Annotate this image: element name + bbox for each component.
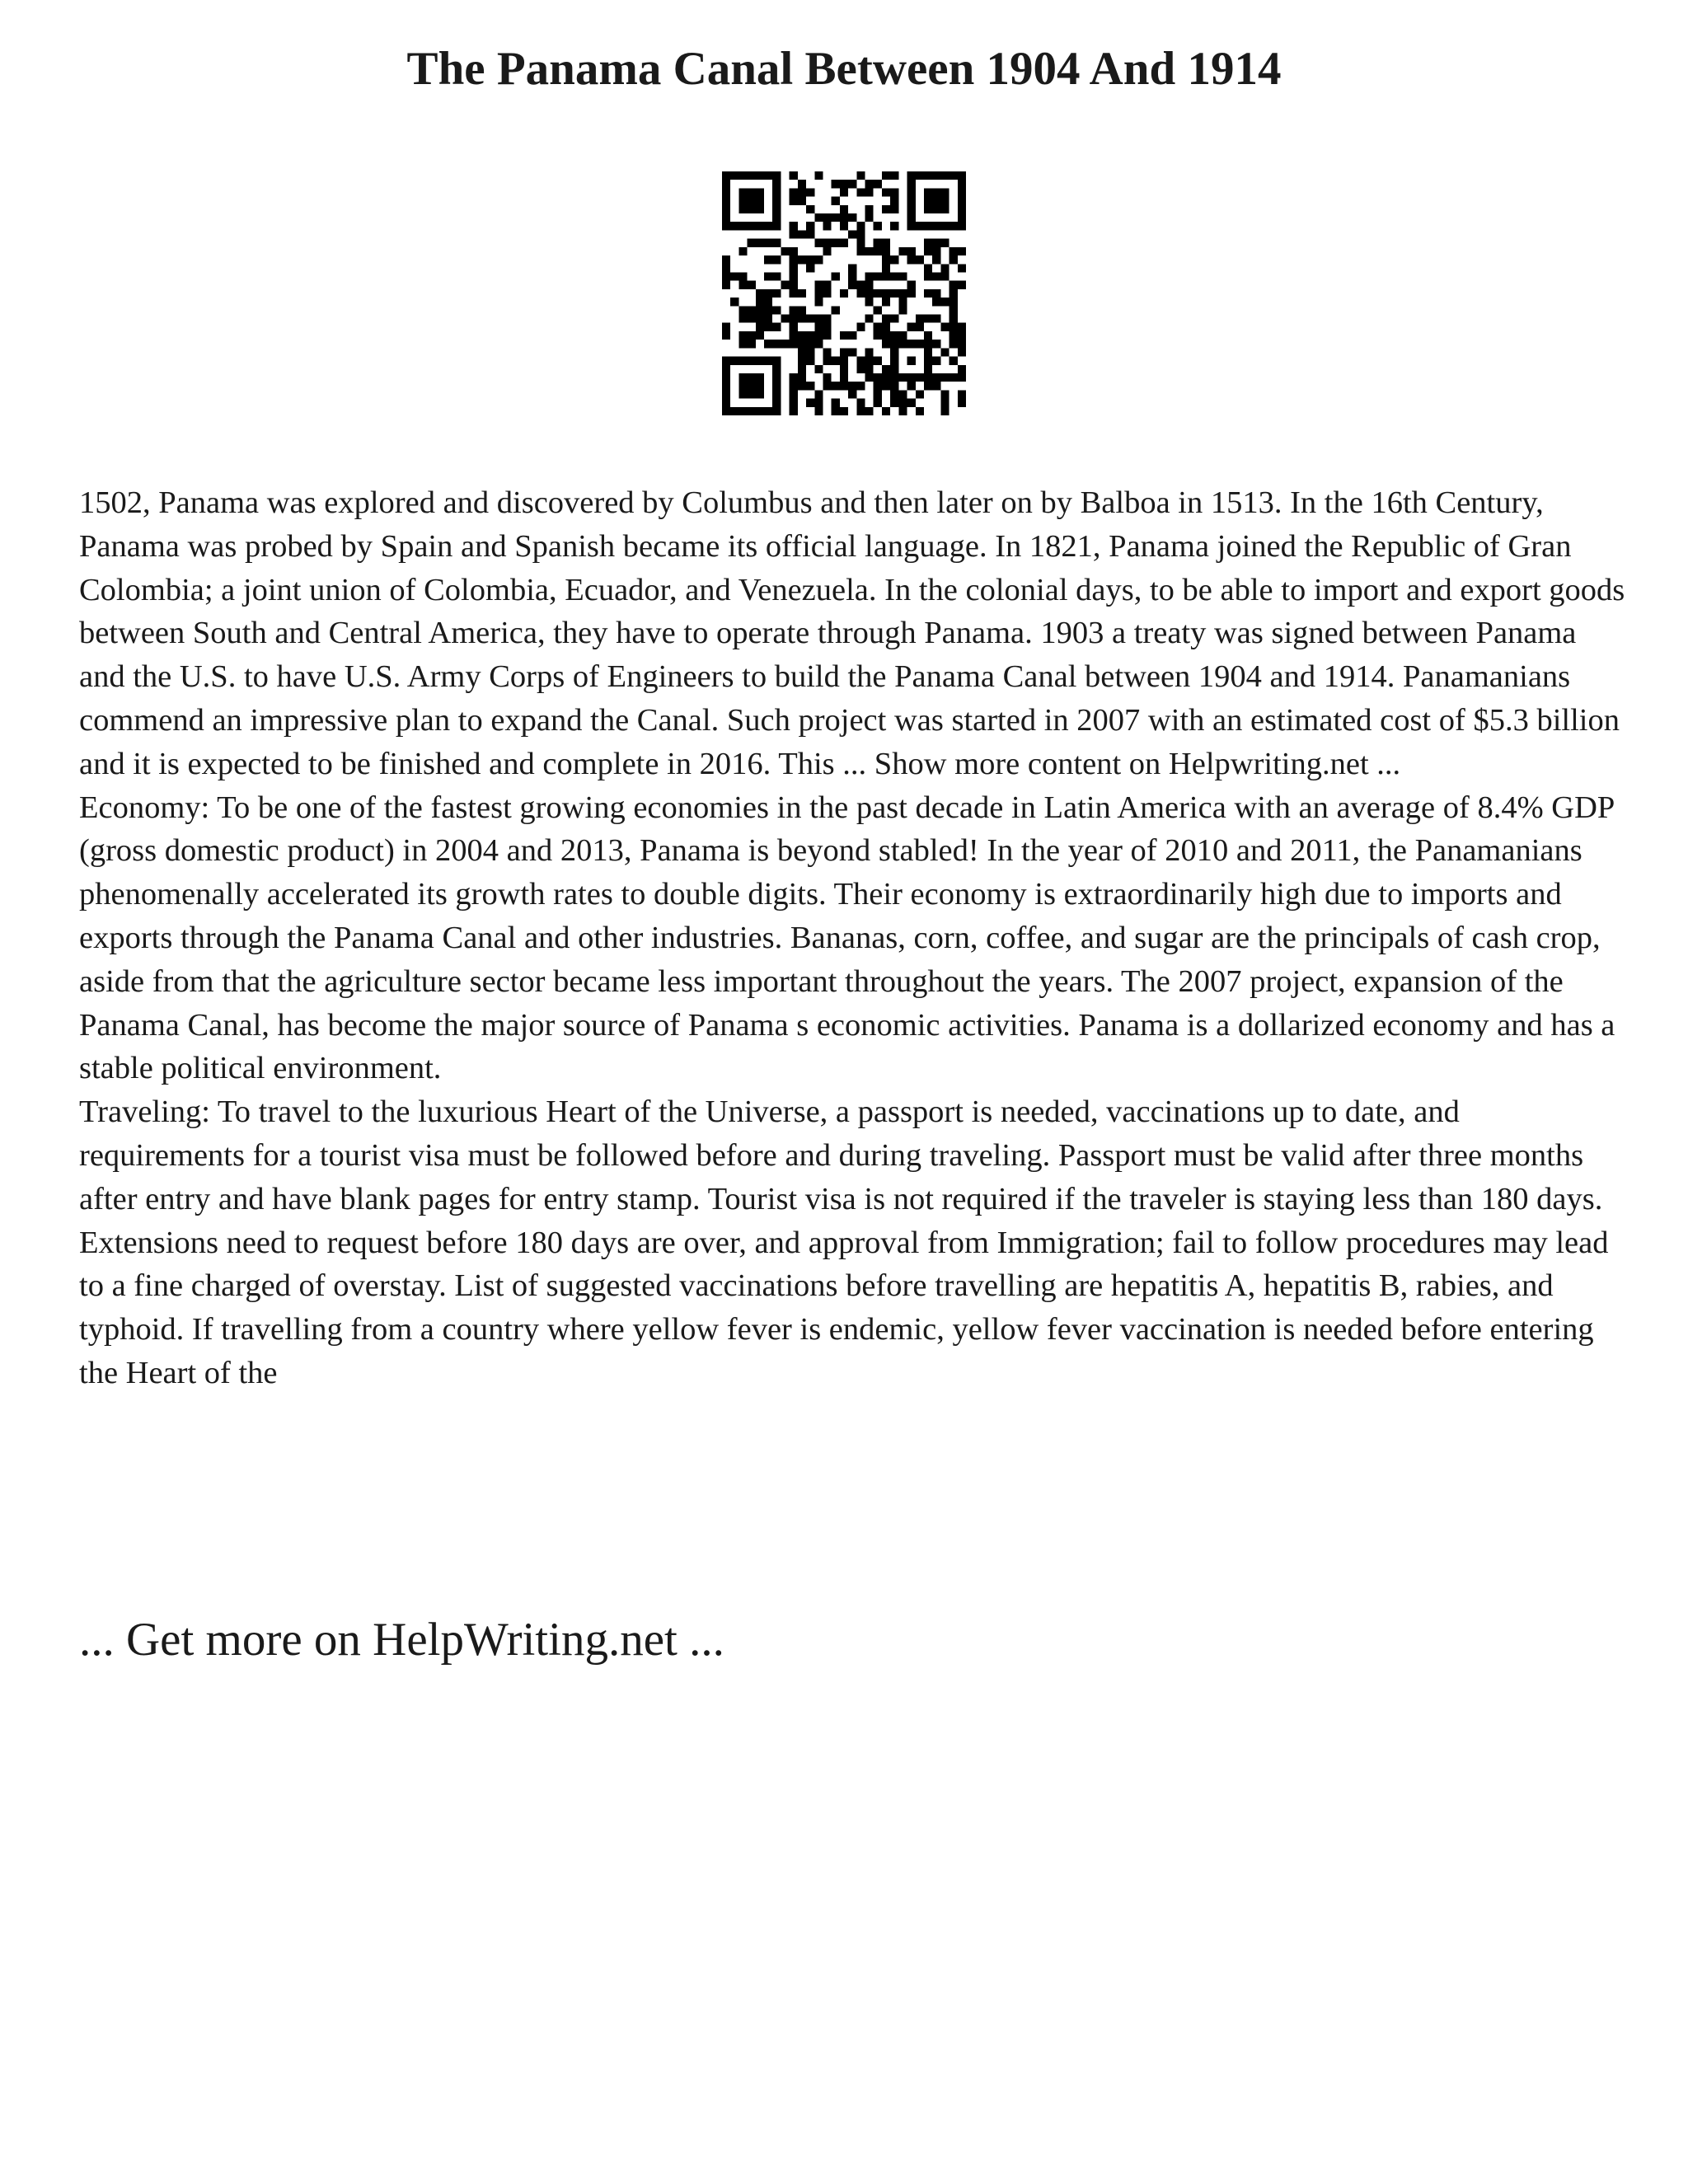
paragraph-history: 1502, Panama was explored and discovered by Columbus and then later on by Balboa in 1513. In the 16th Century, Panama was probed by Spain and Spanish became its official language. In 1821, Panama joined the Republic of Gran Colombia; a joint union of Colombia, Ecuador, and Venezuela. In the colonial days, to be able to import and export goods between South and Central America, they have to operate through Panama. 1903 a treaty was signed between Panama and the U.S. to have U.S. Army Corps of Engineers to build the Panama Canal between 1904 and 1914. Panamanians commend an impressive plan to expand the Canal. Such project was started in 2007 with an estimated cost of $5.3 billion and it is expected to be finished and complete in 2016. This ... Show more content on Helpwriting.net ... <box>79 485 1625 781</box>
get-more-link[interactable]: ... Get more on HelpWriting.net ... <box>79 1614 724 1666</box>
paragraph-traveling: Traveling: To travel to the luxurious Heart of the Universe, a passport is needed, vaccinations up to date, and requirements for a tourist visa must be followed before and during traveling. Passport must be valid after three months after entry and have blank pages for entry stamp. Tourist visa is not required if the traveler is staying less than 180 days. Extensions need to request before 180 days are over, and approval from Immigration; fail to follow procedures may lead to a fine charged of overstay. List of suggested vaccinations before travelling are hepatitis A, hepatitis B, rabies, and typhoid. If travelling from a country where yellow fever is endemic, yellow fever vaccination is needed before entering the Heart of the <box>79 1094 1609 1390</box>
paragraph-economy: Economy: To be one of the fastest growing economies in the past decade in Latin America with an average of 8.4% GDP (gross domestic product) in 2004 and 2013, Panama is beyond stabled! In the year of 2010 and 2011, the Panamanians phenomenally accelerated its growth rates to double digits. Their economy is extraordinarily high due to imports and exports through the Panama Canal and other industries. Bananas, corn, coffee, and sugar are the principals of cash crop, aside from that the agriculture sector became less important throughout the years. The 2007 project, expansion of the Panama Canal, has become the major source of Panama s economic activities. Panama is a dollarized economy and has a stable political environment. <box>79 790 1615 1086</box>
qr-code-icon[interactable] <box>722 171 966 415</box>
document-title: The Panama Canal Between 1904 And 1914 <box>406 43 1282 95</box>
document-body <box>79 481 1629 1395</box>
